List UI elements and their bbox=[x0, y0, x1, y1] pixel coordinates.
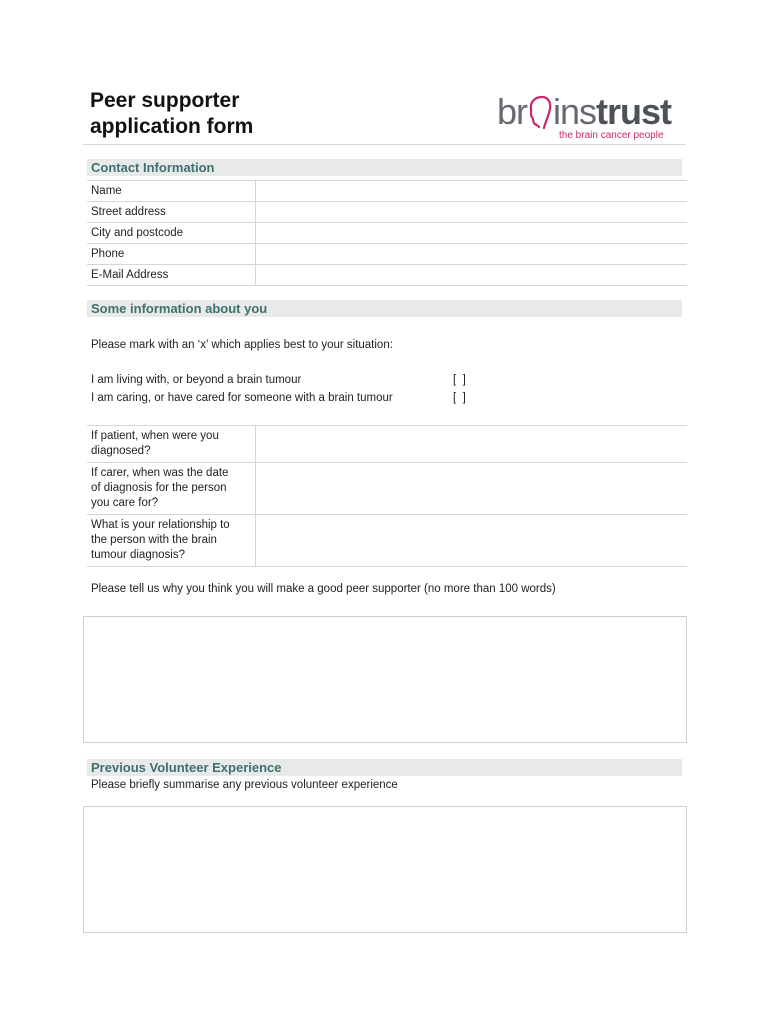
question-label-patient bbox=[87, 426, 255, 463]
option-living-with-label: I am living with, or beyond a brain tumour bbox=[91, 374, 302, 386]
logo-bold: trust bbox=[596, 91, 672, 132]
page-title-line1: Peer supporter bbox=[90, 89, 240, 112]
option-carer-label: I am caring, or have cared for someone with a brain tumour bbox=[91, 392, 393, 404]
field-label-name: Name bbox=[87, 181, 255, 202]
head-profile-icon bbox=[527, 94, 553, 130]
logo-mid: ins bbox=[553, 91, 597, 132]
contact-table bbox=[87, 180, 687, 286]
table-row bbox=[87, 181, 687, 202]
relationship-field[interactable] bbox=[255, 515, 687, 567]
volunteer-prompt: Please briefly summarise any previous volunteer experience bbox=[91, 779, 398, 791]
volunteer-experience-textarea[interactable] bbox=[83, 806, 687, 933]
logo-prefix: br bbox=[497, 91, 528, 132]
why-answer-textarea[interactable] bbox=[83, 616, 687, 743]
why-prompt: Please tell us why you think you will make a good peer supporter (no more than 100 words) bbox=[91, 583, 556, 595]
logo-wordmark bbox=[497, 92, 671, 132]
mark-instruction: Please mark with an ‘x’ which applies best to your situation: bbox=[91, 339, 393, 351]
page-title-line2: application form bbox=[90, 115, 254, 138]
question-text: If patient, when were you bbox=[91, 430, 219, 442]
question-text: the person with the brain bbox=[91, 534, 217, 546]
table-row bbox=[87, 223, 687, 244]
section-heading-about: Some information about you bbox=[87, 300, 682, 317]
about-table bbox=[87, 425, 687, 567]
question-text: you care for? bbox=[91, 497, 159, 509]
section-heading-volunteer: Previous Volunteer Experience bbox=[87, 759, 682, 776]
question-text: If carer, when was the date bbox=[91, 467, 229, 479]
street-address-field[interactable] bbox=[255, 202, 687, 223]
question-text: What is your relationship to bbox=[91, 519, 230, 531]
logo-tagline: the brain cancer people bbox=[559, 130, 664, 141]
option-living-with-checkbox[interactable]: [ ] bbox=[453, 374, 466, 386]
question-label-relationship bbox=[87, 515, 255, 567]
option-carer-checkbox[interactable]: [ ] bbox=[453, 392, 466, 404]
diagnosis-date-field[interactable] bbox=[255, 426, 687, 463]
city-postcode-field[interactable] bbox=[255, 223, 687, 244]
table-row bbox=[87, 265, 687, 286]
table-row bbox=[87, 463, 687, 515]
question-label-carer bbox=[87, 463, 255, 515]
carer-diagnosis-date-field[interactable] bbox=[255, 463, 687, 515]
table-row bbox=[87, 202, 687, 223]
field-label-street: Street address bbox=[87, 202, 255, 223]
phone-field[interactable] bbox=[255, 244, 687, 265]
question-text: of diagnosis for the person bbox=[91, 482, 227, 494]
field-label-city: City and postcode bbox=[87, 223, 255, 244]
table-row bbox=[87, 244, 687, 265]
email-field[interactable] bbox=[255, 265, 687, 286]
question-text: tumour diagnosis? bbox=[91, 549, 185, 561]
section-heading-contact: Contact Information bbox=[87, 159, 682, 176]
table-row bbox=[87, 515, 687, 567]
field-label-email: E-Mail Address bbox=[87, 265, 255, 286]
question-text: diagnosed? bbox=[91, 445, 151, 457]
field-label-phone: Phone bbox=[87, 244, 255, 265]
page-title bbox=[90, 88, 253, 140]
header-divider bbox=[83, 144, 686, 145]
brainstrust-logo bbox=[497, 92, 687, 144]
table-row bbox=[87, 426, 687, 463]
name-field[interactable] bbox=[255, 181, 687, 202]
